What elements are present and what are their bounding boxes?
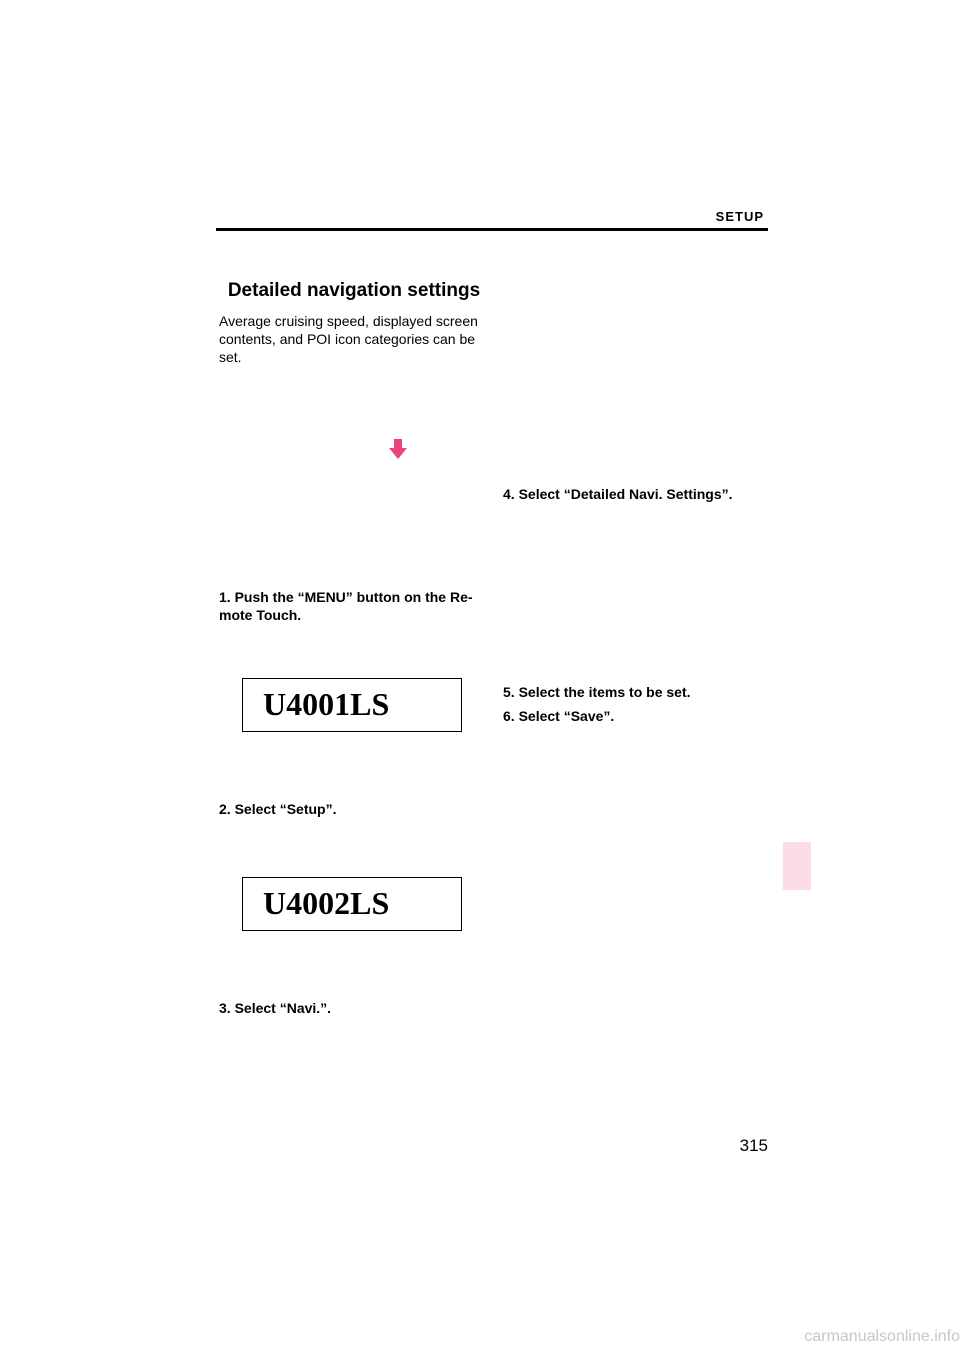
step-6: 6. Select “Save”. <box>503 708 615 724</box>
section-label: SETUP <box>715 209 764 224</box>
intro-text: Average cruising speed, displayed screen contents, and POI icon categories can be set. <box>219 313 478 365</box>
down-arrow-icon <box>389 439 407 459</box>
figure-placeholder-u4002ls: U4002LS <box>242 877 462 931</box>
step-3: 3. Select “Navi.”. <box>219 1000 332 1016</box>
figure-placeholder-u4001ls: U4001LS <box>242 678 462 732</box>
step-4: 4. Select “Detailed Navi. Settings”. <box>503 486 733 502</box>
watermark-text: carmanualsonline.info <box>804 1328 960 1345</box>
header-rule <box>216 228 768 231</box>
step-2: 2. Select “Setup”. <box>219 801 337 817</box>
section-heading: Detailed navigation settings <box>216 276 490 306</box>
step-1: 1. Push the “MENU” button on the Re- mote Touch. <box>219 589 473 623</box>
chapter-side-tab <box>783 842 811 890</box>
step-5: 5. Select the items to be set. <box>503 684 691 700</box>
page-number: 315 <box>739 1136 768 1155</box>
